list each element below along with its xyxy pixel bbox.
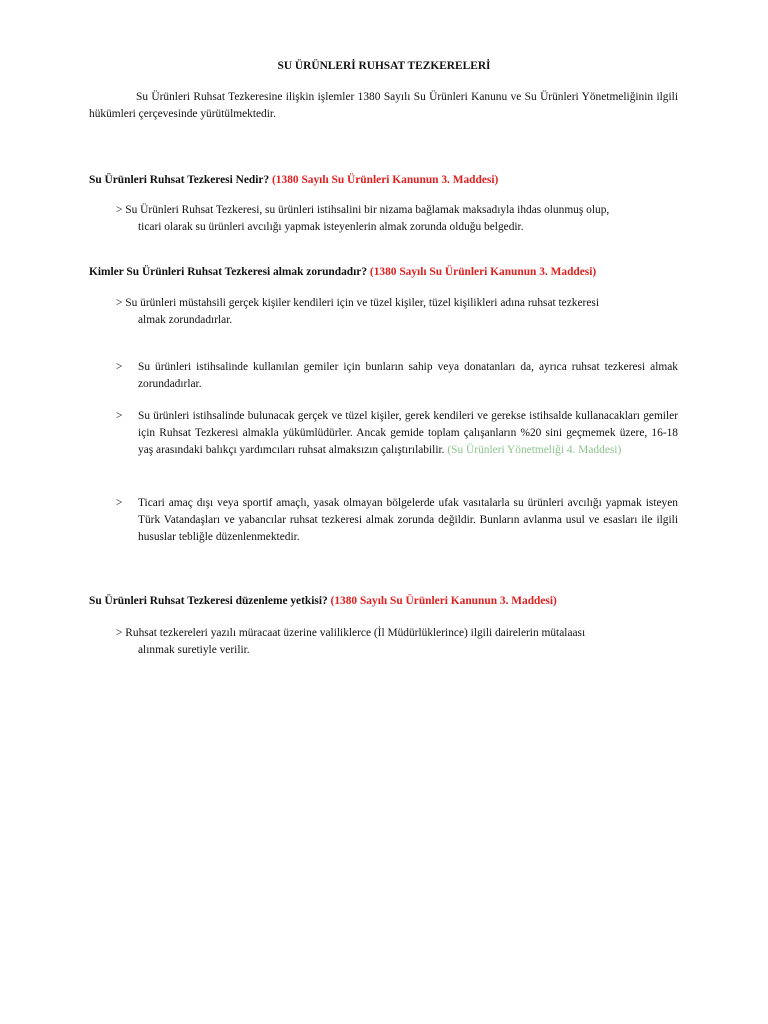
section3-bullet-text-rest: alınmak suretiyle verilir. (138, 644, 250, 656)
section2-heading: Kimler Su Ürünleri Ruhsat Tezkeresi almak zorundadır? (89, 266, 368, 278)
section1-bullet (116, 202, 678, 236)
bullet-marker: > (116, 361, 123, 373)
section1-bullet-text-first: Su Ürünleri Ruhsat Tezkeresi, su ürünleri istihsalini bir nizama bağlamak maksadıyla ihdas olunmuş olup, (125, 204, 610, 216)
section2-bullet1-text-rest: almak zorundadırlar. (138, 314, 233, 326)
bullet-marker: > (116, 410, 123, 422)
intro-paragraph: Su Ürünleri Ruhsat Tezkeresine ilişkin işlemler 1380 Sayılı Su Ürünleri Kanunu ve Su Ürünleri Yönetmeliğinin ilgili hükümleri çerçevesinde yürütülmektedir. (89, 91, 678, 120)
section2-regulation-reference: (Su Ürünleri Yönetmeliği 4. Maddesi) (447, 444, 622, 456)
document-title: SU ÜRÜNLERİ RUHSAT TEZKERELERİ (277, 60, 491, 72)
section3-heading-line (89, 593, 689, 610)
section3-law-reference: (1380 Sayılı Su Ürünleri Kanunun 3. Maddesi) (330, 595, 557, 607)
section2-bullet-1 (116, 295, 678, 329)
section3-bullet (116, 625, 678, 659)
section2-bullet2-text: Su ürünleri istihsalinde kullanılan gemiler için bunların sahip veya donatanları da, ayrıca ruhsat tezkeresi almak zorundadırlar. (138, 361, 678, 390)
section2-law-reference: (1380 Sayılı Su Ürünleri Kanunun 3. Maddesi) (369, 266, 597, 278)
section2-bullet-4 (116, 495, 678, 546)
section1-heading-line (89, 172, 689, 189)
section2-bullet4-text: Ticari amaç dışı veya sportif amaçlı, yasak olmayan bölgelerde ufak vasıtalarla su ürünleri avcılığı yapmak isteyen Türk Vatandaşları ve yabancılar ruhsat tezkeresi almak zorunda değildir. Bunların avlanma usul ve esasları ile ilgili hususlar tebliğle düzenlenmektedir. (138, 497, 678, 543)
bullet-marker: > (116, 627, 123, 639)
bullet-marker: > (116, 204, 123, 216)
section1-heading: Su Ürünleri Ruhsat Tezkeresi Nedir? (89, 174, 270, 186)
bullet-marker: > (116, 497, 123, 509)
section2-heading-line (89, 264, 689, 281)
section2-bullet3-text: Su ürünleri istihsalinde bulunacak gerçek ve tüzel kişiler, gerek kendileri ve gerekse istihsalde kullanacakları gemiler için Ruhsat Tezkeresi almakla yükümlüdürler. Ancak gemide toplam çalışanların %20 sini geçmemek üzere, 16-18 yaş arasındaki balıkçı yardımcıları ruhsat almaksızın çalıştırılabilir. (138, 410, 678, 456)
section3-heading: Su Ürünleri Ruhsat Tezkeresi düzenleme yetkisi? (89, 595, 328, 607)
section1-law-reference: (1380 Sayılı Su Ürünleri Kanunun 3. Maddesi) (272, 174, 499, 186)
section1-bullet-text-rest: ticari olarak su ürünleri avcılığı yapmak isteyenlerin almak zorunda olduğu belgedir. (138, 221, 524, 233)
section2-bullet-2 (116, 359, 678, 393)
section3-bullet-text-first: Ruhsat tezkereleri yazılı müracaat üzerine valiliklerce (İl Müdürlüklerince) ilgili dairelerin mütalaası (125, 627, 586, 639)
section2-bullet-3 (116, 408, 678, 459)
bullet-marker: > (116, 297, 123, 309)
section2-bullet1-text-first: Su ürünleri müstahsili gerçek kişiler kendileri için ve tüzel kişiler, tüzel kişilikleri adına ruhsat tezkeresi (125, 297, 599, 309)
